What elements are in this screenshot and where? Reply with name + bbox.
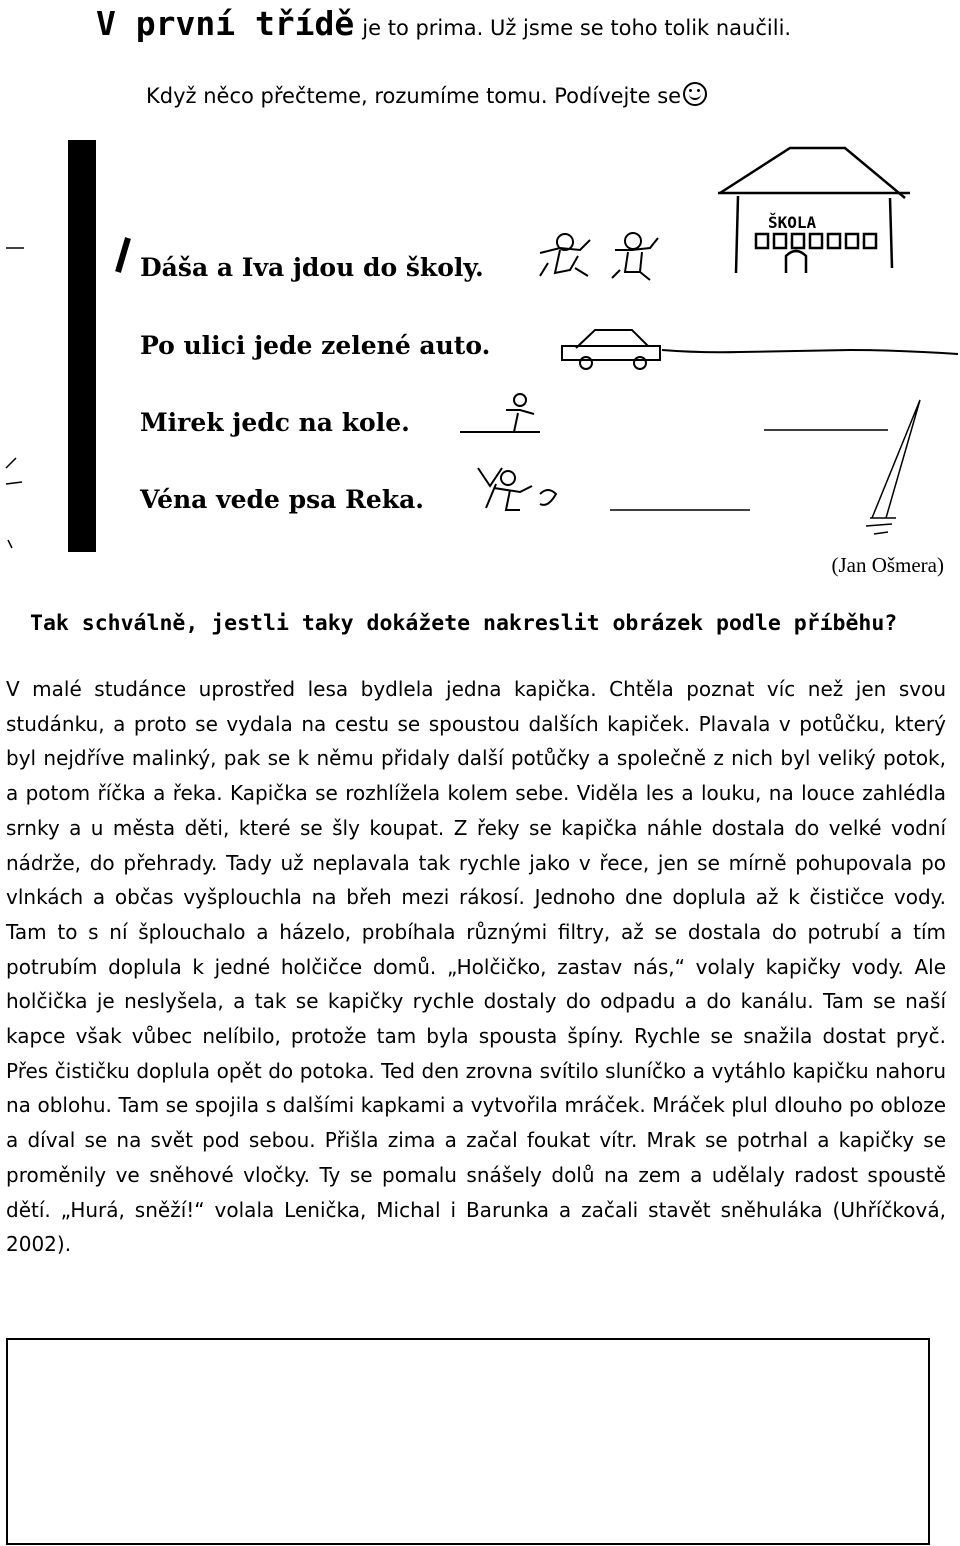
subheading <box>146 82 707 108</box>
heading-bold-text: V první třídě <box>96 4 355 43</box>
smiley-icon <box>683 82 707 106</box>
subheading-text: Když něco přečteme, rozumíme tomu. Podívejte se <box>146 84 682 108</box>
pencil-mark <box>118 238 128 272</box>
school-building-drawing <box>718 148 910 273</box>
reader-sentence: Dáša a Iva jdou do školy. <box>140 253 484 282</box>
author-credit: (Jan Ošmera) <box>831 553 944 577</box>
heading-rest-text: je to prima. Už jsme se toho tolik naučili. <box>362 16 792 40</box>
reader-sentence: Mirek jedc na kole. <box>140 408 410 437</box>
reader-illustration <box>0 138 960 558</box>
school-sign: ŠKOLA <box>768 213 817 232</box>
cyclist-drawing <box>460 394 540 432</box>
page-heading <box>96 4 791 43</box>
car-drawing <box>562 330 958 369</box>
reader-sentence: Véna vede psa Reka. <box>140 485 424 514</box>
dog-walker-drawing <box>478 468 556 510</box>
page-edge-bar <box>68 140 96 552</box>
task-prompt: Tak schválně, jestli taky dokážete nakreslit obrázek podle příběhu? <box>30 611 898 636</box>
page-edge-tick <box>8 540 12 548</box>
pencil-sketch <box>866 400 920 534</box>
reader-sentence: Po ulici jede zelené auto. <box>140 331 491 360</box>
page-edge-tick <box>6 458 16 468</box>
children-drawing <box>540 233 658 280</box>
drawing-area[interactable] <box>6 1338 930 1545</box>
page-edge-tick <box>6 482 22 484</box>
story-text: V malé studánce uprostřed lesa bydlela jedna kapička. Chtěla poznat víc než jen svou studánku, a proto se vydala na cestu se spoustou dalších kapiček. Plavala v potůčku, který byl nejdříve malinký, pak se k němu přidaly další potůčky a společně z nich byl veliký potok, a potom říčka a řeka. Kapička se rozhlížela kolem sebe. Viděla les a louku, na louce zahlédla srnky a u města děti, které se šly koupat. Z řeky se kapička náhle dostala do velké vodní nádrže, do přehrady. Tady už neplavala tak rychle jako v řece, jen se mírně pohupovala po vlnkách a občas vyšplouchla na břeh mezi rákosí. Jednoho dne doplula až k čističce vody. Tam to s ní šplouchalo a házelo, probíhala různými filtry, až se dostala do potrubí a tím potrubím doplula k jedné holčičce domů. „Holčičko, zastav nás,“ volaly kapičky vody. Ale holčička je neslyšela, a tak se kapičky rychle dostaly do odpadu a do kanálu. Tam se naší kapce však vůbec nelíbilo, protože tam byla spousta špíny. Rychle se snažila dostat pryč. Přes čističku doplula opět do potoka. Ted den zrovna svítilo sluníčko a vytáhlo kapičku nahoru na oblohu. Tam se spojila s dalšími kapkami a vytvořila mráček. Mráček plul dlouho po obloze a díval se na svět pod sebou. Přišla zima a začal foukat vítr. Mrak se potrhal a kapičky se proměnily ve sněhové vločky. Ty se pomalu snášely dolů na zem a udělaly radost spoustě dětí. „Hurá, sněží!“ volala Lenička, Michal i Barunka a začali stavět sněhuláka (Uhříčková, 2002). <box>6 677 946 1257</box>
